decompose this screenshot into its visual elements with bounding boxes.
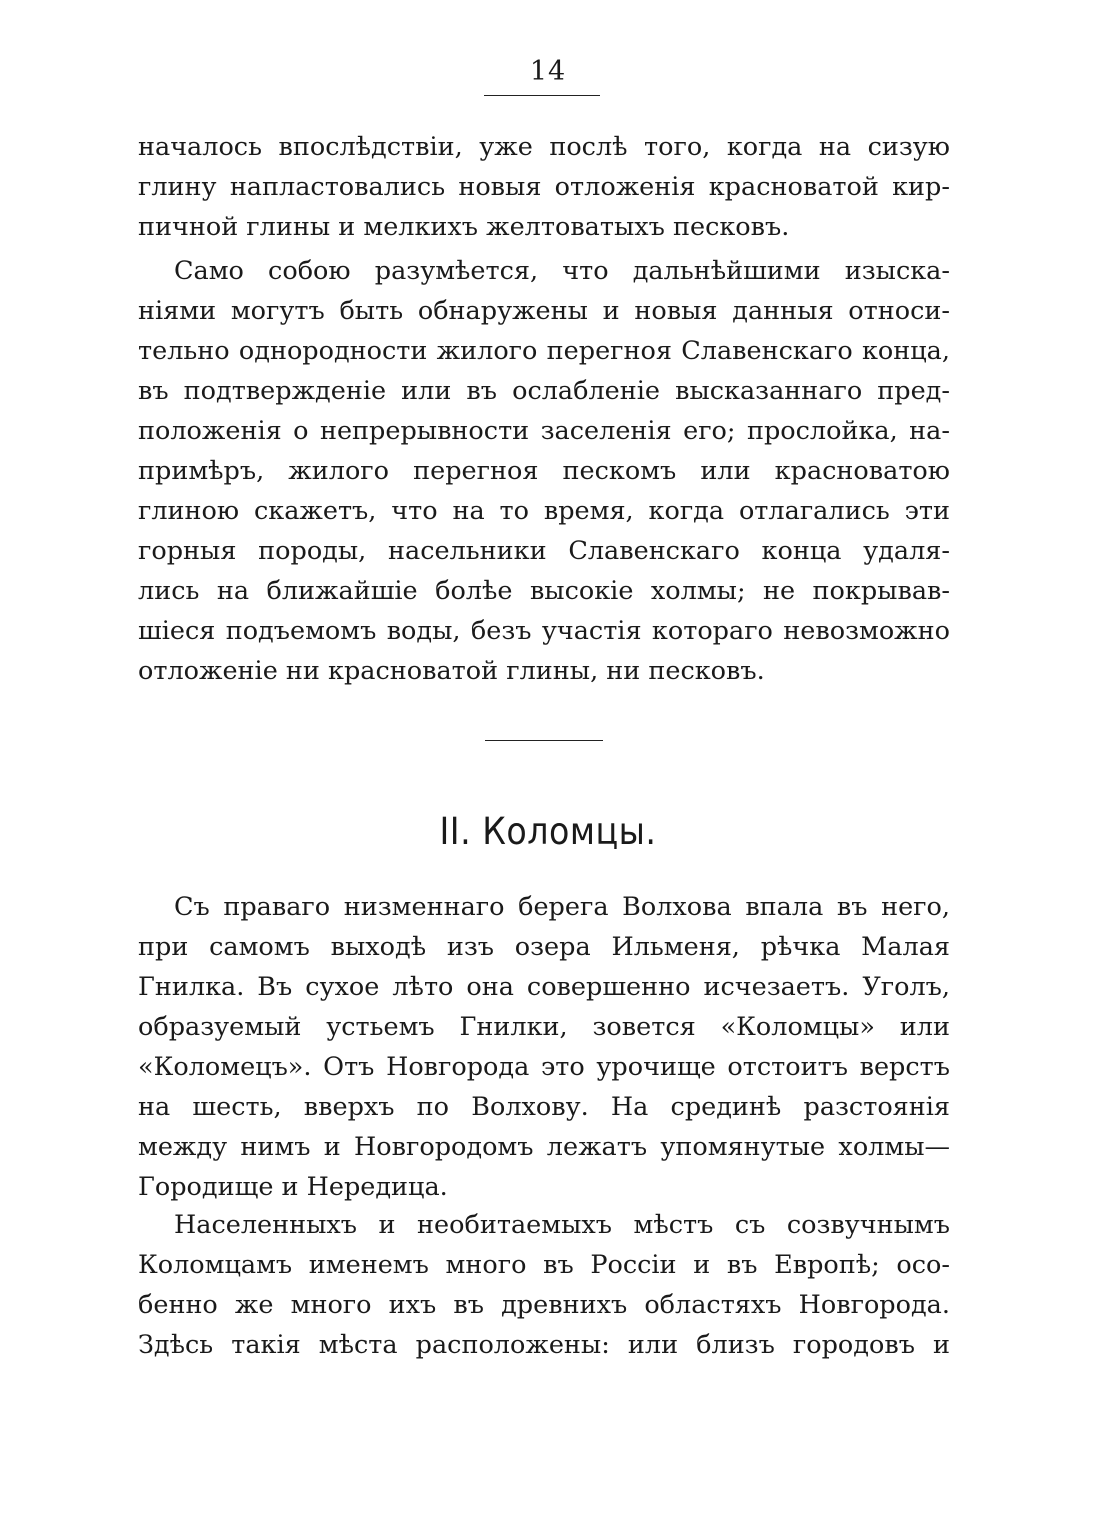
text-line: началось впослѣдствіи, уже послѣ того, когда на сизую [138,132,950,162]
text-line: горныя породы, насельники Славенскаго конца удаля- [138,536,950,566]
text-line: Городище и Нередица. [138,1172,448,1202]
paragraph-continuation [138,127,950,247]
text-line: Само собою разумѣется, что дальнѣйшими изыска- [174,256,950,286]
text-line: примѣръ, жилого перегноя пескомъ или красноватою [138,456,950,486]
page-number-rule [484,95,600,96]
section-divider [485,740,603,741]
text-line: ніями могутъ быть обнаружены и новыя данныя относи- [138,296,950,326]
text-line: шіеся подъемомъ воды, безъ участія котораго невозможно [138,616,950,646]
paragraph-kolomtsy-location [138,887,950,1207]
text-line: между нимъ и Новгородомъ лежатъ упомянутые холмы— [138,1132,950,1162]
text-line: при самомъ выходѣ изъ озера Ильменя, рѣчка Малая [138,932,950,962]
text-line: глину напластовались новыя отложенія красноватой кир- [138,172,950,202]
page-number: 14 [529,56,567,87]
text-line: глиною скажетъ, что на то время, когда отлагались эти [138,496,950,526]
text-line: на шесть, вверхъ по Волхову. На срединѣ разстоянія [138,1092,950,1122]
text-line: образуемый устьемъ Гнилки, зовется «Коломцы» или [138,1012,950,1042]
text-line: лись на ближайшіе болѣе высокіе холмы; не покрывав- [138,576,950,606]
text-line: бенно же много ихъ въ древнихъ областяхъ Новгорода. [138,1290,950,1320]
paragraph-inquiry [138,251,950,691]
text-line: пичной глины и мелкихъ желтоватыхъ песковъ. [138,212,790,242]
text-line: «Коломецъ». Отъ Новгорода это урочище отстоитъ верстъ [138,1052,950,1082]
text-line: положенія о непрерывности заселенія его; прослойка, на- [138,416,950,446]
text-line: Гнилка. Въ сухое лѣто она совершенно исчезаетъ. Уголъ, [138,972,950,1002]
text-line: тельно однородности жилого перегноя Славенскаго конца, [138,336,950,366]
text-line: въ подтвержденіе или въ ослабленіе высказаннаго пред- [138,376,950,406]
section-heading: II. Коломцы. [439,810,657,853]
paragraph-similar-names [138,1205,950,1365]
text-line: Населенныхъ и необитаемыхъ мѣстъ съ созвучнымъ [174,1210,950,1240]
text-line: отложеніе ни красноватой глины, ни песковъ. [138,656,765,686]
text-line: Коломцамъ именемъ много въ Россіи и въ Европѣ; осо- [138,1250,950,1280]
text-line: Съ праваго низменнаго берега Волхова впала въ него, [174,892,950,922]
text-line: Здѣсь такія мѣста расположены: или близъ городовъ и [138,1330,950,1360]
